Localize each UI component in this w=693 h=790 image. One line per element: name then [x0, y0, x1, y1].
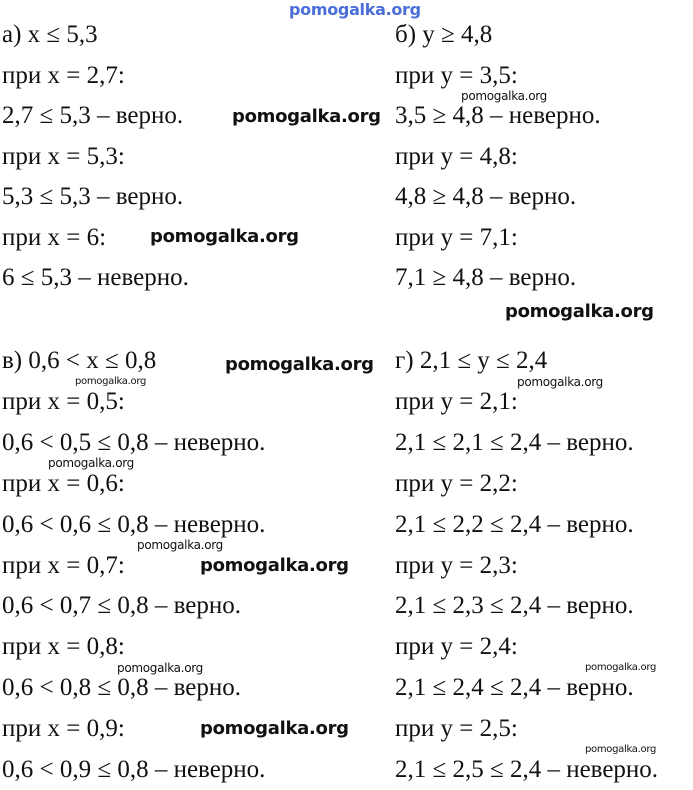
- solution-line: при x = 5,3:: [2, 142, 125, 170]
- watermark: pomogalka.org: [75, 376, 147, 387]
- solution-line: 0,6 < 0,8 ≤ 0,8 – верно.: [2, 674, 241, 702]
- solution-line: 2,1 ≤ 2,2 ≤ 2,4 – верно.: [395, 510, 634, 538]
- watermark: pomogalka.org: [585, 662, 657, 673]
- solution-line: 3,5 ≥ 4,8 – неверно.: [395, 102, 601, 129]
- solution-line: 0,6 < 0,9 ≤ 0,8 – неверно.: [2, 756, 266, 783]
- solution-line: при x = 0,7:: [2, 551, 125, 579]
- watermark: pomogalka.org: [200, 555, 349, 576]
- solution-line: 2,1 ≤ 2,4 ≤ 2,4 – верно.: [395, 674, 634, 702]
- solution-line: при x = 0,5:: [2, 387, 125, 415]
- solution-line: 0,6 < 0,6 ≤ 0,8 – неверно.: [2, 510, 266, 538]
- watermark: pomogalka.org: [461, 89, 547, 103]
- watermark: pomogalka.org: [585, 744, 657, 755]
- solution-line: при y = 2,3:: [395, 551, 518, 579]
- section-b-heading: б) y ≥ 4,8: [395, 21, 493, 48]
- solution-line: при y = 7,1:: [395, 223, 518, 251]
- solution-line: при y = 2,2:: [395, 469, 518, 497]
- solution-line: 4,8 ≥ 4,8 – верно.: [395, 183, 577, 210]
- watermark: pomogalka.org: [232, 106, 381, 127]
- solution-line: при y = 3,5:: [395, 61, 518, 89]
- watermark: pomogalka.org: [117, 661, 203, 675]
- solution-line: 2,7 ≤ 5,3 – верно.: [2, 102, 184, 129]
- solution-line: 5,3 ≤ 5,3 – верно.: [2, 183, 184, 210]
- solution-line: 7,1 ≥ 4,8 – верно.: [395, 264, 577, 291]
- solution-line: 2,1 ≤ 2,1 ≤ 2,4 – верно.: [395, 428, 634, 456]
- solution-line: 0,6 < 0,5 ≤ 0,8 – неверно.: [2, 428, 266, 456]
- watermark: pomogalka.org: [225, 354, 374, 375]
- watermark: pomogalka.org: [150, 226, 299, 247]
- solution-line: при y = 2,1:: [395, 387, 518, 415]
- solution-line: при x = 0,9:: [2, 715, 125, 743]
- watermark: pomogalka.org: [289, 0, 421, 19]
- watermark: pomogalka.org: [48, 456, 134, 470]
- solution-line: при y = 4,8:: [395, 142, 518, 170]
- solution-line: 2,1 ≤ 2,5 ≤ 2,4 – неверно.: [395, 756, 659, 783]
- solution-line: при x = 2,7:: [2, 61, 125, 89]
- watermark: pomogalka.org: [137, 538, 223, 552]
- solution-line: 2,1 ≤ 2,3 ≤ 2,4 – верно.: [395, 592, 634, 620]
- solution-line: при y = 2,5:: [395, 715, 518, 743]
- section-g-heading: г) 2,1 ≤ y ≤ 2,4: [395, 347, 548, 374]
- solution-line: при x = 0,6:: [2, 469, 125, 497]
- solution-line: при x = 0,8:: [2, 633, 125, 661]
- watermark: pomogalka.org: [200, 718, 349, 739]
- solution-line: при y = 2,4:: [395, 633, 518, 661]
- watermark: pomogalka.org: [505, 301, 654, 322]
- solution-line: 0,6 < 0,7 ≤ 0,8 – верно.: [2, 592, 241, 620]
- section-a-heading: а) x ≤ 5,3: [2, 21, 98, 48]
- watermark: pomogalka.org: [517, 375, 603, 389]
- solution-line: при x = 6:: [2, 223, 107, 251]
- solution-line: 6 ≤ 5,3 – неверно.: [2, 264, 189, 291]
- section-v-heading: в) 0,6 < x ≤ 0,8: [2, 347, 157, 374]
